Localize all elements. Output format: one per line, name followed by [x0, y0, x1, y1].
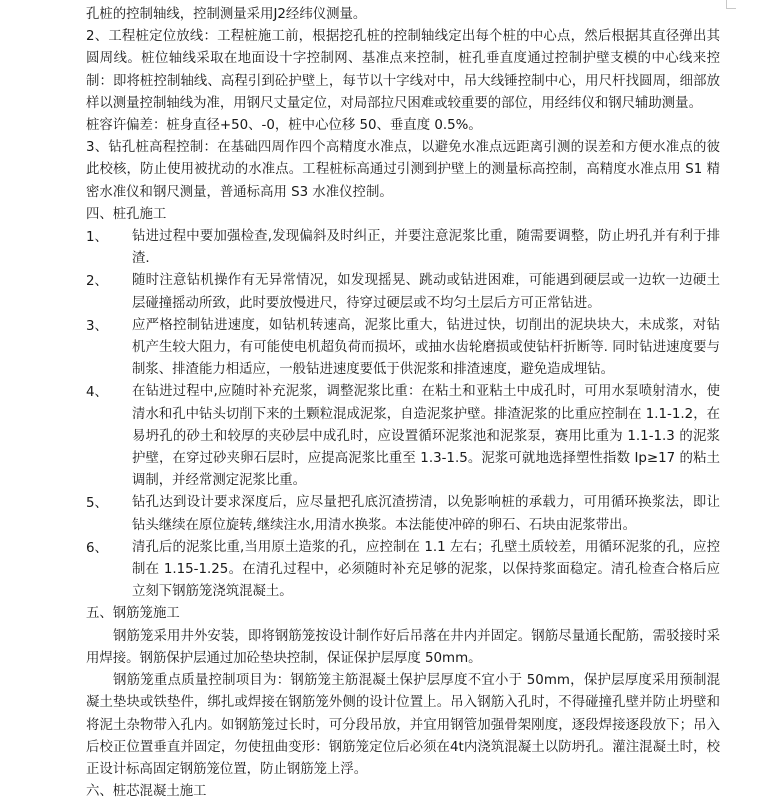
section-heading: 四、桩孔施工: [86, 206, 167, 222]
list-text: 应严格控制钻进速度，如钻机转速高，泥浆比重大，钻进过快，切削出的泥块块大，未成浆，对钻机产生较大阻力，有可能使电机超负荷而损坏，或抽水齿轮磨损或使钻杆折断等. 同时钻进速度要与制浆、排渣能力相适应，一般钻进速度要低于供泥浆和排渣速度，避免造成埋钻。: [132, 317, 720, 378]
list-number: 2、: [86, 274, 108, 290]
list-item: [86, 226, 720, 270]
section-heading: 六、桩芯混凝土施工: [86, 784, 207, 800]
paragraph: 桩容许偏差：桩身直径+50、-0，桩中心位移 50、垂直度 0.5%。: [86, 118, 482, 134]
list-number: 4、: [86, 385, 108, 401]
list-text: 清孔后的泥浆比重,当用原土造浆的孔，应控制在 1.1 左右；孔壁土质较差，用循环泥浆的孔，应控制在 1.15-1.25。在清孔过程中，必须随时补充足够的泥浆，以保持浆面稳定。清孔检查合格后应立刻下钢筋笼浇筑混凝土。: [132, 539, 720, 600]
list-item: [86, 270, 720, 314]
list-item: [86, 315, 720, 382]
list-number: 5、: [86, 496, 108, 512]
list-item: [86, 537, 720, 604]
list-text: 钻进过程中要加强检查,发现偏斜及时纠正，并要注意泥浆比重，随需要调整，防止坍孔并有利于排渣.: [132, 229, 720, 267]
paragraph: 钢筋笼采用井外安装，即将钢筋笼按设计制作好后吊落在井内并固定。钢筋尽量通长配筋，需驳接时采用焊接。钢筋保护层通过加砼垫块控制，保证保护层厚度 50mm。: [86, 628, 720, 666]
paragraph: 2、工程桩定位放线：工程桩施工前，根据挖孔桩的控制轴线定出每个桩的中心点，然后根据其直径弹出其圆周线。桩位轴线采取在地面设十字控制网、基准点来控制，桩孔垂直度通过控制护壁支模的中心线来控制：即将桩控制轴线、高程引到砼护壁上，每节以十字线对中，吊大线锤控制中心，用尺杆找圆周，细部放样以测量控制轴线为准，用钢尺丈量定位，对局部拉尺困难或较重要的部位，用经纬仪和钢尺辅助测量。: [86, 29, 720, 111]
list-text: 钻孔达到设计要求深度后，应尽量把孔底沉渣捞清，以免影响桩的承载力，可用循环换浆法，即让钻头继续在原位旋转,继续注水,用清水换浆。本法能使冲碎的卵石、石块由泥浆带出。: [132, 495, 720, 533]
paragraph: 3、钻孔桩高程控制：在基础四周作四个高精度水准点，以避免水准点远距离引测的误差和方便水准点的彼此校核，防止使用被扰动的水准点。工程桩标高通过引测到护壁上的测量标高控制，高精度水准点用 S1 精密水准仪和钢尺测量，普通标高用 S3 水准仪控制。: [86, 140, 720, 200]
list-item: [86, 492, 720, 536]
list-number: 1、: [86, 230, 108, 246]
list-number: 6、: [86, 540, 108, 556]
paragraph: 孔桩的控制轴线，控制测量采用J2经纬仪测量。: [86, 7, 367, 22]
list-number: 3、: [86, 318, 108, 334]
list-text: 随时注意钻机操作有无异常情况，如发现摇晃、跳动或钻进困难，可能遇到硬层或一边软一边硬土层碰撞摇动所致，此时要放慢进尺，待穿过硬层或不均匀土层后方可正常钻进。: [132, 273, 720, 311]
list-text: 在钻进过程中,应随时补充泥浆，调整泥浆比重：在粘土和亚粘土中成孔时，可用水泵喷射清水，使清水和孔中钻头切削下来的土颗粒混成泥浆，自造泥浆护壁。排渣泥浆的比重应控制在 1.1-1.2，在易坍孔的砂土和较厚的夹砂层中成孔时，应设置循环泥浆池和泥浆泵，赛用比重为 1.1-1.3 的泥浆护壁，在穿过砂夹卵石层时，应提高泥浆比重至 1.3-1.5。泥浆可就地选择塑性指数 Ip≥17 的粘土调制，并经常测定泥浆比重。: [132, 384, 720, 489]
paragraph: 钢筋笼重点质量控制项目为：钢筋笼主筋混凝土保护层厚度不宜小于 50mm，保护层厚度采用预制混凝土垫块或铁垫件，绑扎或焊接在钢筋笼外侧的设计位置上。吊入钢筋入孔时，不得碰撞孔壁并防止坍壁和将泥土杂物带入孔内。如钢筋笼过长时，可分段吊放，并宜用钢管加强骨架刚度，逐段焊接逐段放下；吊入后校正位置垂直并固定，勿使扭曲变形：钢筋笼定位后必须在4t内浇筑混凝土以防坍孔。灌注混凝土时，校正设计标高固定钢筋笼位置，防止钢筋笼上浮。: [86, 673, 720, 777]
section-heading: 五、钢筋笼施工: [86, 606, 180, 622]
list-item: [86, 381, 720, 492]
